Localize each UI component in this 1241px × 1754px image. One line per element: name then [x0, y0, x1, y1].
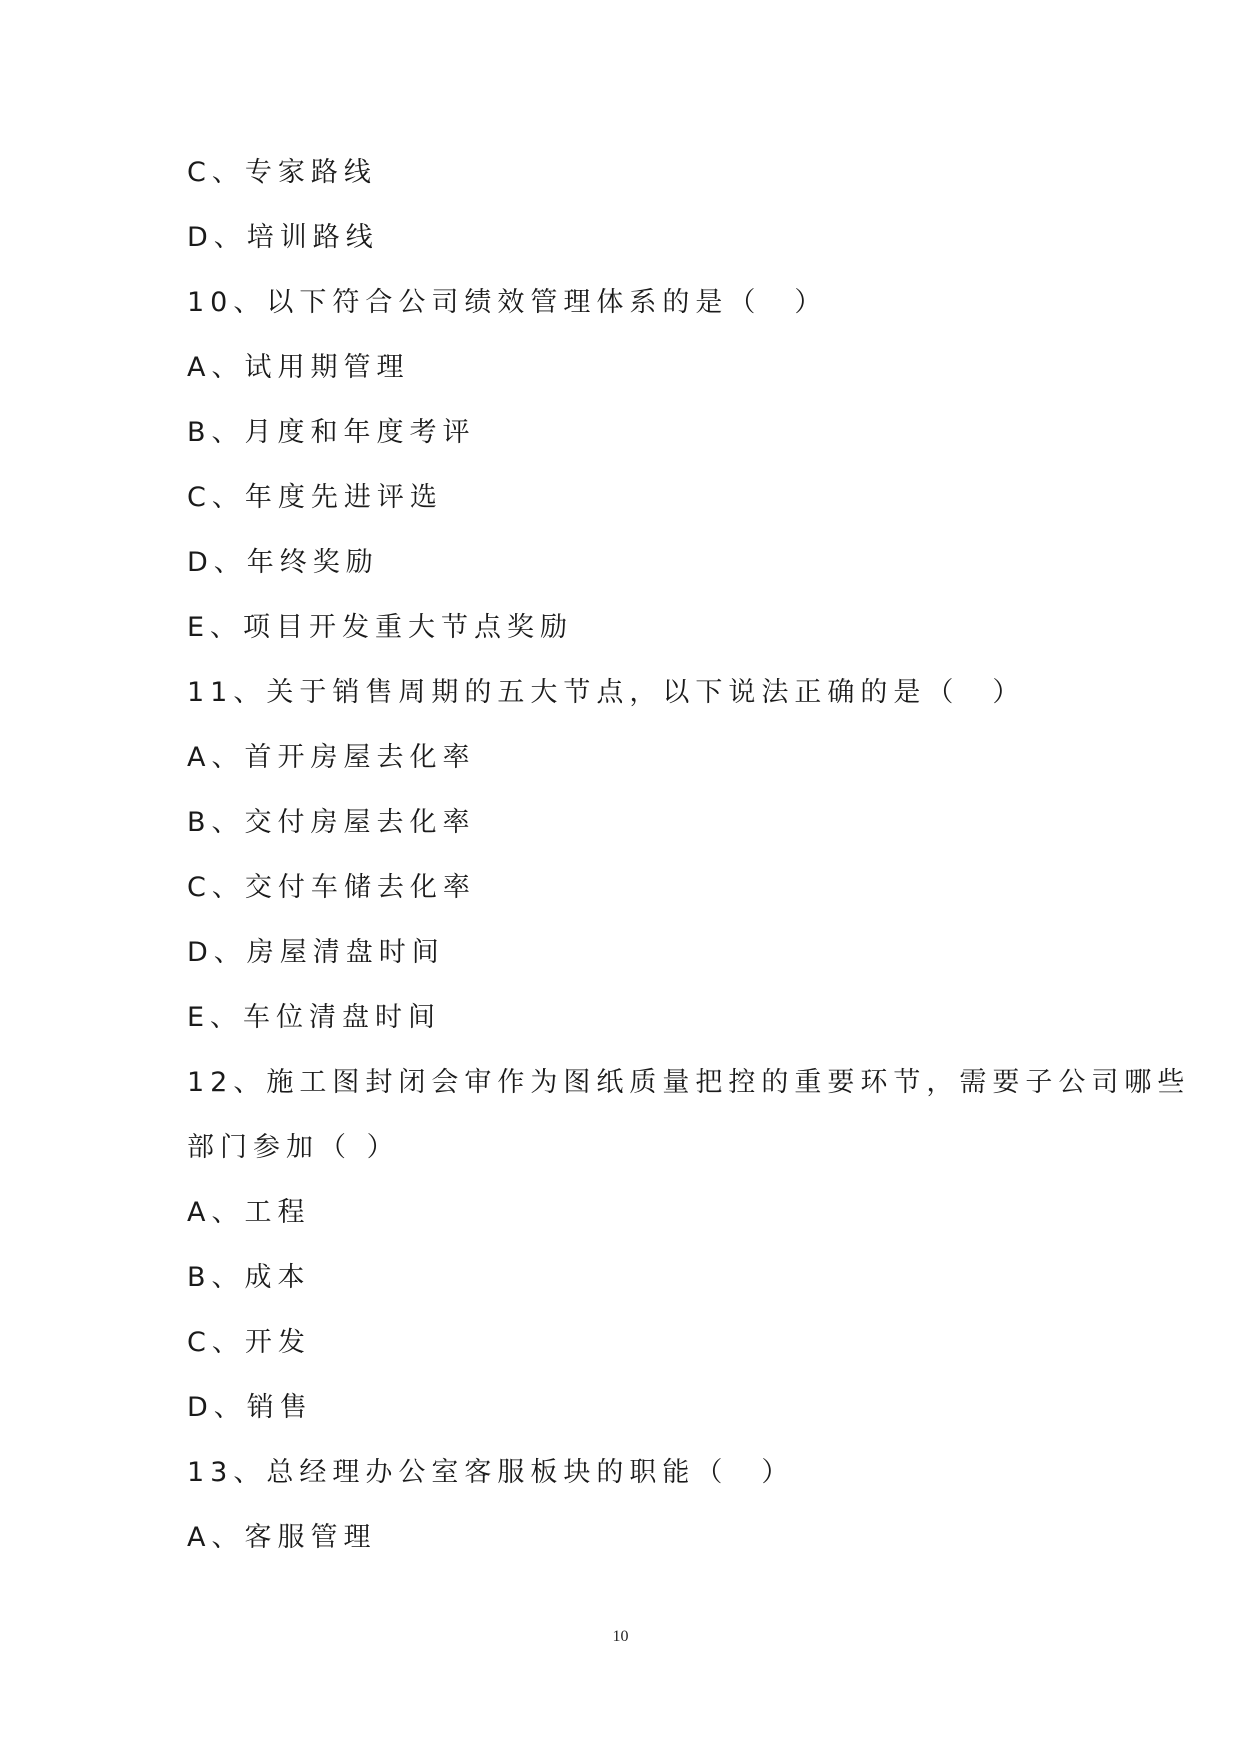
option-text: C、交付车储去化率	[187, 872, 476, 903]
option-text: C、专家路线	[187, 157, 377, 188]
option-text: E、车位清盘时间	[187, 1002, 442, 1033]
page-content	[187, 157, 1191, 1587]
option-text: A、工程	[187, 1197, 311, 1228]
option-text: B、月度和年度考评	[187, 417, 476, 448]
option-text: A、首开房屋去化率	[187, 742, 476, 773]
option-text: D、培训路线	[187, 222, 379, 253]
question-text: 10、以下符合公司绩效管理体系的是（ ）	[187, 287, 828, 318]
option-text: A、客服管理	[187, 1522, 377, 1553]
question-text: 13、总经理办公室客服板块的职能（ ）	[187, 1457, 795, 1488]
option-text: D、房屋清盘时间	[187, 937, 445, 968]
option-text: D、年终奖励	[187, 547, 379, 578]
option-text: A、试用期管理	[187, 352, 410, 383]
option-text: C、开发	[187, 1327, 311, 1358]
option-text: B、交付房屋去化率	[187, 807, 476, 838]
question-text-continued: 部门参加（ ）	[187, 1132, 400, 1163]
question-text: 12、施工图封闭会审作为图纸质量把控的重要环节，需要子公司哪些	[187, 1067, 1191, 1098]
option-text: D、销售	[187, 1392, 313, 1423]
question-text: 11、关于销售周期的五大节点，以下说法正确的是（ ）	[187, 677, 1026, 708]
option-text: E、项目开发重大节点奖励	[187, 612, 574, 643]
page-number: 10	[612, 1628, 629, 1645]
option-text: C、年度先进评选	[187, 482, 443, 513]
option-text: B、成本	[187, 1262, 311, 1293]
